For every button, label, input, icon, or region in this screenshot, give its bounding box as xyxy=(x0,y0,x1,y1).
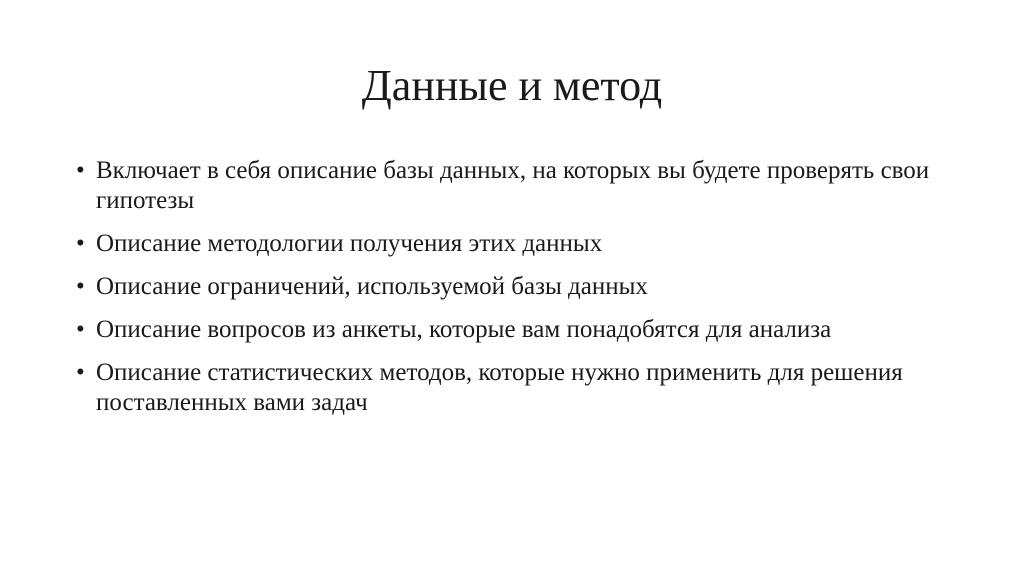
bullet-icon: • xyxy=(76,230,85,257)
bullet-text: Описание ограничений, используемой базы данных xyxy=(96,273,648,300)
bullet-item xyxy=(76,315,956,345)
bullet-item xyxy=(76,229,956,259)
bullet-item xyxy=(76,156,956,216)
bullet-icon: • xyxy=(76,273,85,300)
bullet-icon: • xyxy=(76,157,85,184)
bullet-text: Описание статистических методов, которые нужно применить для решения поставленных вами задач xyxy=(96,359,903,416)
bullet-text: Описание вопросов из анкеты, которые вам понадобятся для анализа xyxy=(96,316,832,343)
slide-title: Данные и метод xyxy=(361,61,663,110)
bullet-item xyxy=(76,358,956,418)
bullet-icon: • xyxy=(76,359,85,386)
bullet-icon: • xyxy=(76,316,85,343)
bullet-text: Включает в себя описание базы данных, на которых вы будете проверять свои гипотезы xyxy=(96,157,930,214)
bullet-list xyxy=(76,156,956,431)
bullet-item xyxy=(76,272,956,302)
bullet-text: Описание методологии получения этих данных xyxy=(96,230,603,257)
